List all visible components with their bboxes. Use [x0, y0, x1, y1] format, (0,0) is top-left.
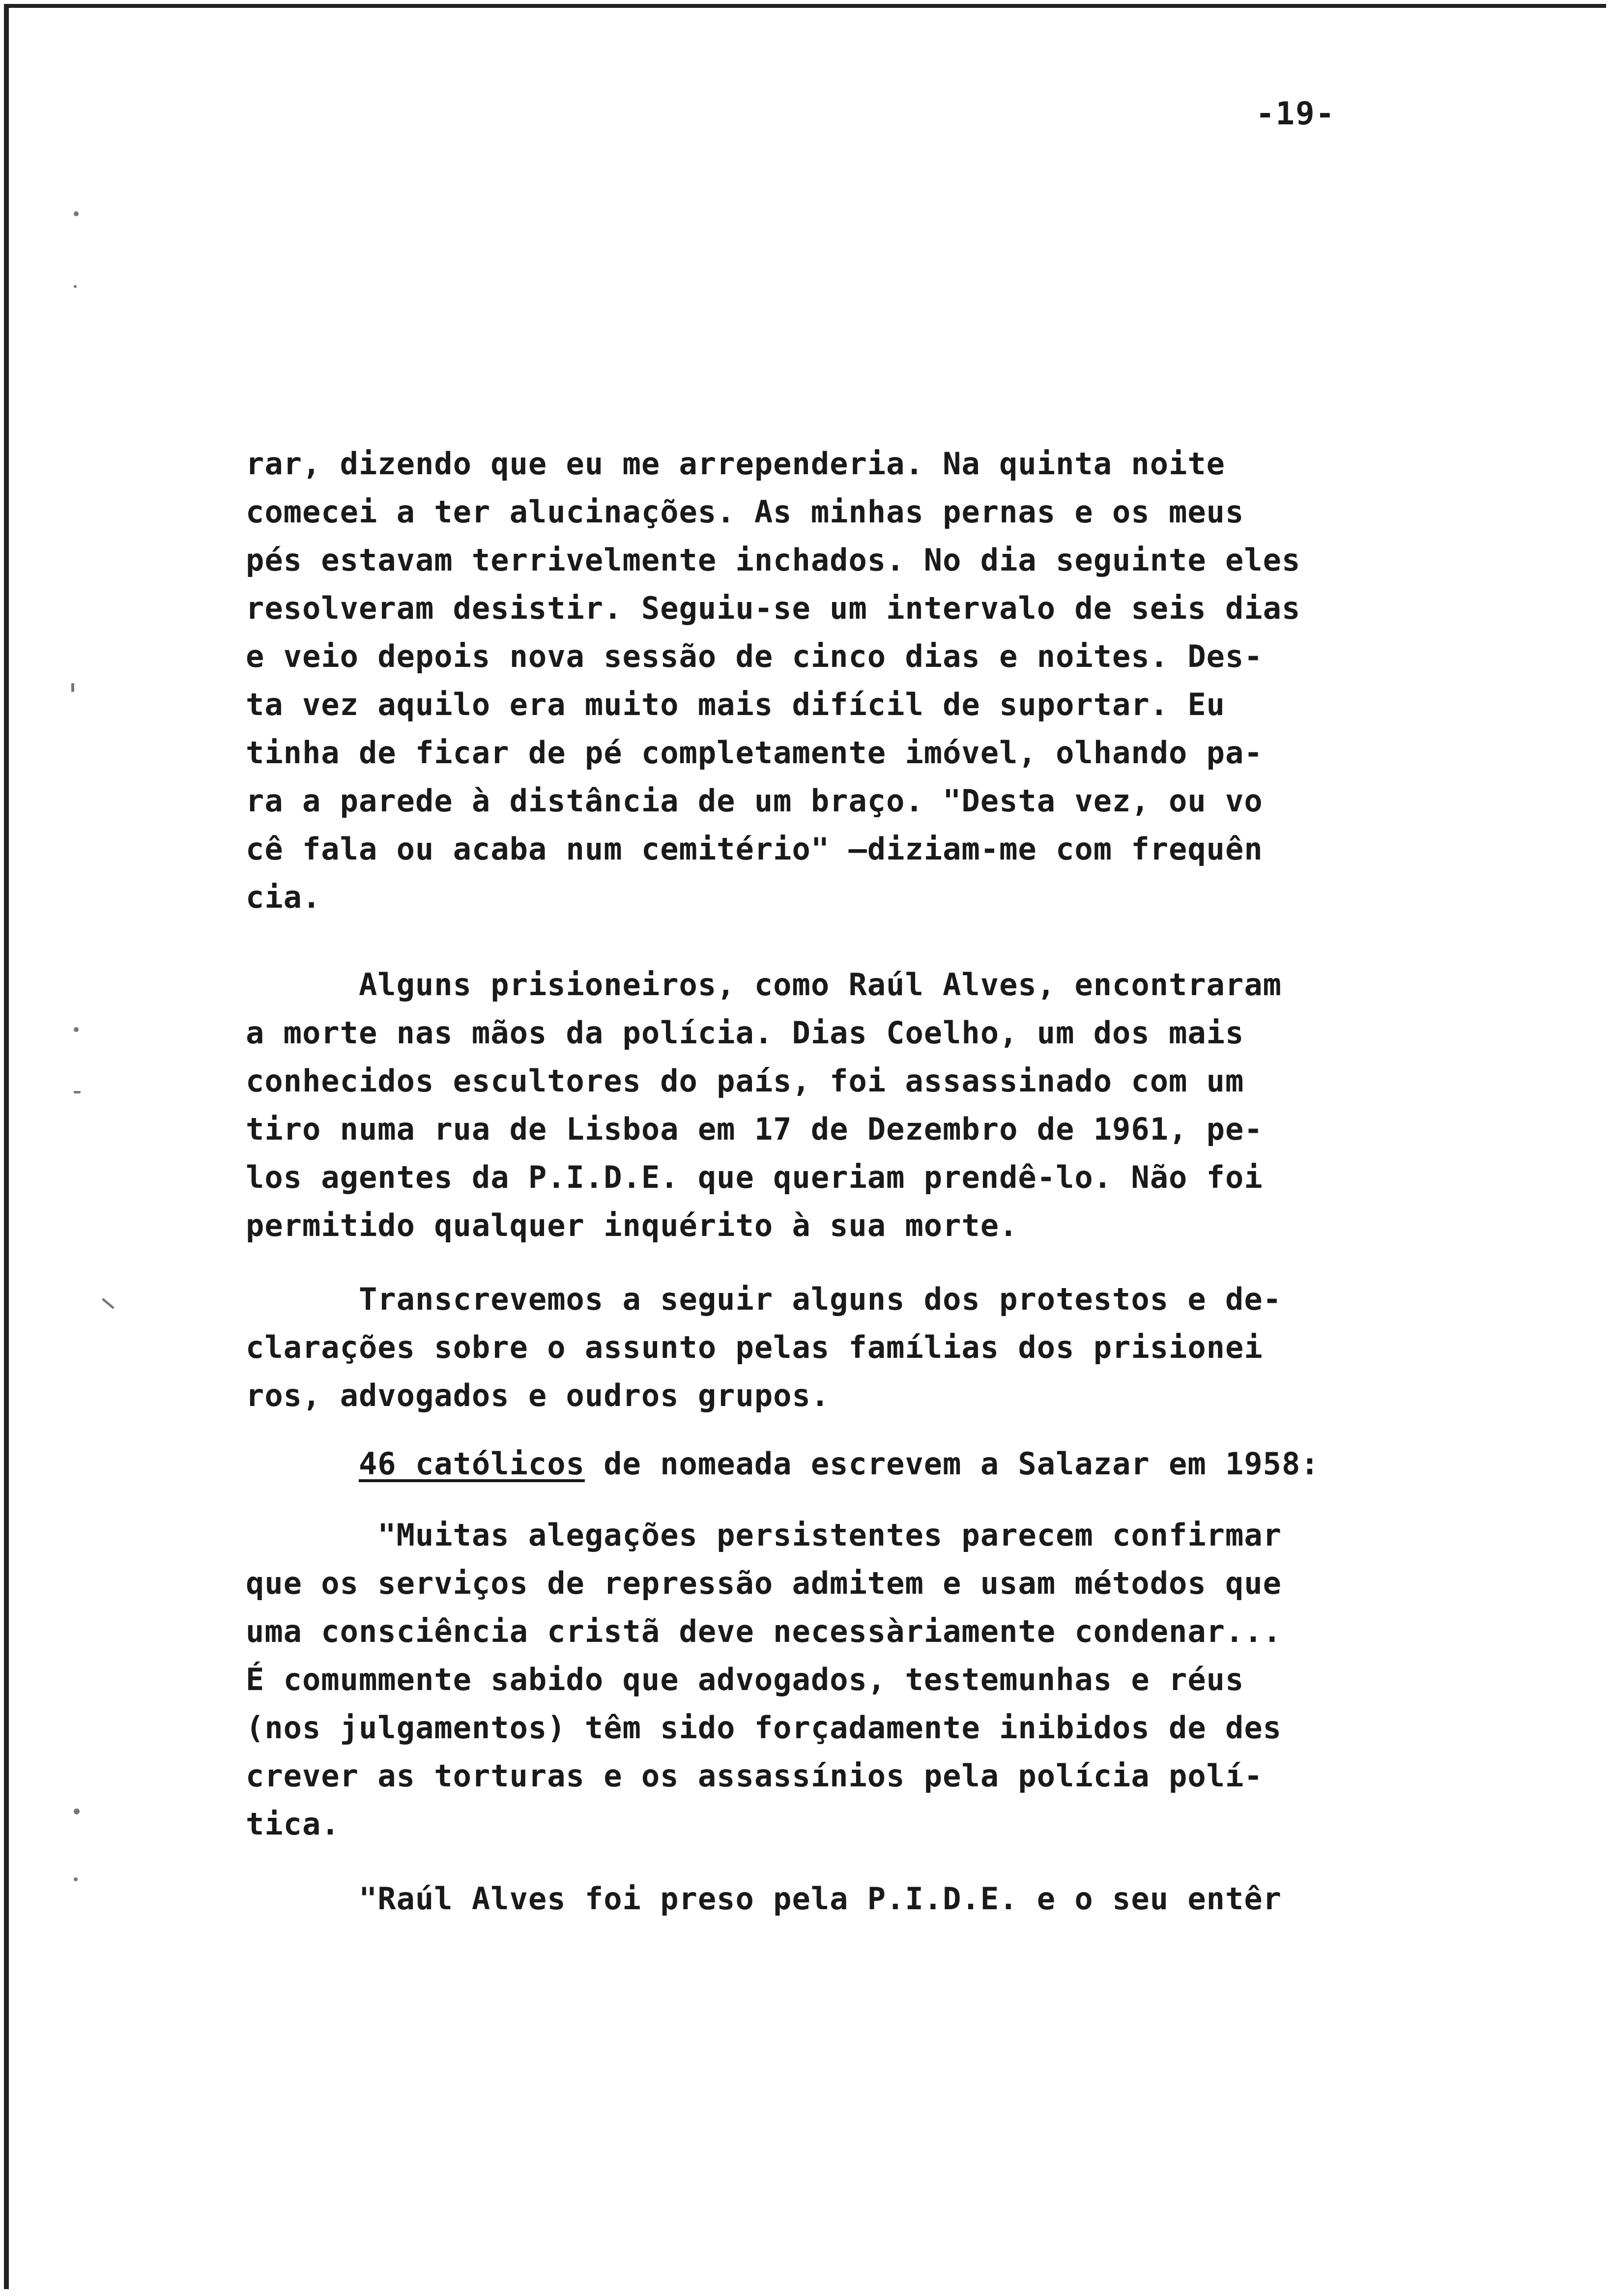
text-line: Alguns prisioneiros, como Raúl Alves, encontraram — [246, 967, 1282, 1003]
text-line: que os serviços de repressão admitem e usam métodos que — [246, 1565, 1282, 1601]
scan-speck — [102, 1298, 115, 1309]
text-line: pés estavam terrivelmente inchados. No dia seguinte eles — [246, 542, 1301, 578]
scan-speck — [74, 1808, 80, 1814]
paragraph-last — [246, 1875, 1386, 1923]
scan-border-left — [4, 4, 9, 2289]
heading-rest-text: de nomeada escrevem a Salazar em 1958: — [584, 1446, 1320, 1482]
section-heading — [246, 1440, 1386, 1488]
text-line: cê fala ou acaba num cemitério" —diziam-me com frequên — [246, 831, 1263, 867]
scan-speck — [74, 211, 79, 216]
text-line: e veio depois nova sessão de cinco dias e noites. Des- — [246, 638, 1263, 674]
paragraph-2 — [246, 961, 1386, 1250]
text-line: ros, advogados e oudros grupos. — [246, 1378, 830, 1413]
scan-speck — [74, 1091, 81, 1093]
scan-speck — [74, 285, 77, 288]
text-line: los agentes da P.I.D.E. que queriam prendê-lo. Não foi — [246, 1159, 1263, 1195]
text-line: (nos julgamentos) têm sido forçadamente inibidos de des — [246, 1710, 1282, 1746]
text-line: ta vez aquilo era muito mais difícil de suportar. Eu — [246, 687, 1226, 722]
text-line: cia. — [246, 879, 321, 915]
text-line: tinha de ficar de pé completamente imóvel, olhando pa- — [246, 735, 1263, 771]
text-line: rar, dizendo que eu me arrependeria. Na quinta noite — [246, 446, 1226, 482]
text-line: crever as torturas e os assassínios pela polícia polí- — [246, 1758, 1263, 1794]
page-number: -19- — [1256, 96, 1336, 132]
scan-speck — [74, 1027, 79, 1032]
text-line: a morte nas mãos da polícia. Dias Coelho, um dos mais — [246, 1015, 1244, 1051]
scan-speck — [71, 683, 74, 692]
quotation-paragraph — [246, 1511, 1386, 1848]
text-line: "Raúl Alves foi preso pela P.I.D.E. e o seu entêr — [246, 1881, 1282, 1917]
text-line: comecei a ter alucinações. As minhas pernas e os meus — [246, 494, 1244, 530]
scan-speck — [74, 1877, 78, 1881]
paragraph-3 — [246, 1275, 1386, 1420]
text-line: "Muitas alegações persistentes parecem confirmar — [246, 1517, 1282, 1553]
text-line: uma consciência cristã deve necessàriamente condenar... — [246, 1613, 1282, 1649]
text-line: conhecidos escultores do país, foi assassinado com um — [246, 1063, 1244, 1099]
text-line: Transcrevemos a seguir alguns dos protestos e de- — [246, 1281, 1282, 1317]
paragraph-1 — [246, 440, 1386, 921]
scan-border-top — [4, 4, 1606, 8]
text-line: tica. — [246, 1806, 340, 1842]
text-line: tiro numa rua de Lisboa em 17 de Dezembro de 1961, pe- — [246, 1111, 1263, 1147]
text-line: ra a parede à distância de um braço. "Desta vez, ou vo — [246, 783, 1263, 819]
text-line: É comummente sabido que advogados, testemunhas e réus — [246, 1662, 1244, 1697]
text-line: clarações sobre o assunto pelas famílias dos prisionei — [246, 1329, 1263, 1365]
text-line: resolveram desistir. Seguiu-se um intervalo de seis dias — [246, 590, 1301, 626]
heading-underlined-text: 46 católicos — [358, 1446, 585, 1482]
text-line: permitido qualquer inquérito à sua morte. — [246, 1207, 1018, 1243]
